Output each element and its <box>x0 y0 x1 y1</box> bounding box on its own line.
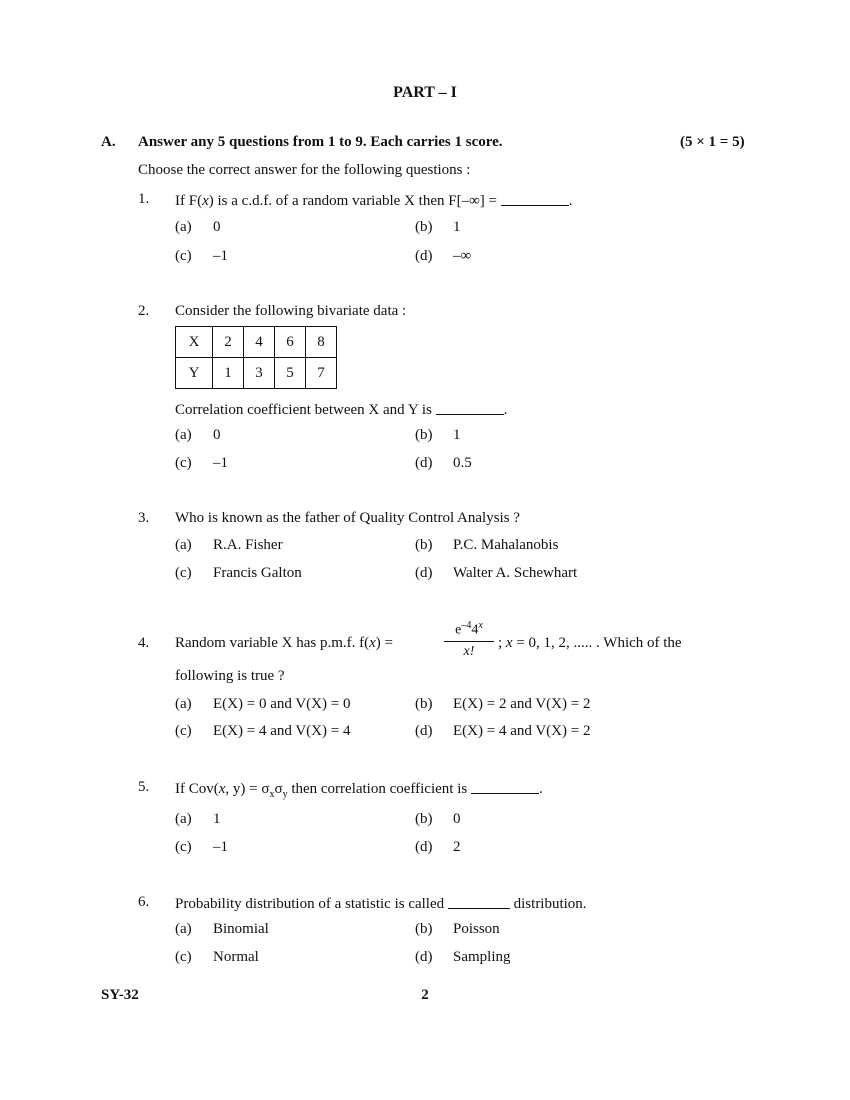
answer-blank <box>436 400 504 415</box>
pmf-fraction <box>444 620 494 660</box>
page-title: PART – I <box>393 84 457 101</box>
table-cell: 4 <box>244 327 275 358</box>
option-d: (d) 2 <box>415 839 461 855</box>
fraction-numerator: $e^{-4}4^x$ <box>444 620 494 642</box>
option-b: (b) Poisson <box>415 921 500 937</box>
question-number: 2. <box>138 303 150 319</box>
option-c: (c) Francis Galton <box>175 565 302 581</box>
table-cell: 3 <box>244 358 275 389</box>
question-text: Probability distribution of a statistic is called distribution. <box>175 896 587 912</box>
answer-blank <box>501 191 569 206</box>
question-number: 4. <box>138 635 150 651</box>
fraction-denominator: x! <box>463 643 475 659</box>
question-text-continued: ; x = 0, 1, 2, ..... . Which of the <box>498 635 682 651</box>
option-c: (c) E(X) = 4 and V(X) = 4 <box>175 723 351 739</box>
option-b: (b) P.C. Mahalanobis <box>415 537 559 553</box>
option-d: (d) –∞ <box>415 248 472 264</box>
option-a: (a) 1 <box>175 811 221 827</box>
page-number: 2 <box>421 987 429 1003</box>
option-a: (a) 0 <box>175 427 221 443</box>
option-b: (b) 1 <box>415 219 461 235</box>
table-cell: 7 <box>306 358 337 389</box>
table-cell: Y <box>176 358 213 389</box>
question-number: 6. <box>138 894 150 910</box>
table-cell: 1 <box>213 358 244 389</box>
table-cell: 8 <box>306 327 337 358</box>
question-text: Random variable X has p.m.f. f(x) = <box>175 635 394 651</box>
answer-blank <box>471 779 539 794</box>
question-text: If F(x) is a c.d.f. of a random variable X then F[–∞] = . <box>175 193 573 209</box>
question-number: 3. <box>138 510 150 526</box>
option-a: (a) 0 <box>175 219 221 235</box>
table-cell: 2 <box>213 327 244 358</box>
table-cell: X <box>176 327 213 358</box>
table-row <box>176 358 337 389</box>
section-instruction: Answer any 5 questions from 1 to 9. Each carries 1 score. <box>138 134 503 150</box>
question-text: Consider the following bivariate data : <box>175 303 407 319</box>
section-score: (5 × 1 = 5) <box>680 134 745 150</box>
option-a: (a) R.A. Fisher <box>175 537 283 553</box>
option-d: (d) E(X) = 4 and V(X) = 2 <box>415 723 591 739</box>
bivariate-data-table <box>175 326 337 389</box>
option-d: (d) Walter A. Schewhart <box>415 565 578 581</box>
section-letter: A. <box>101 134 116 150</box>
option-c: (c) –1 <box>175 248 228 264</box>
table-cell: 5 <box>275 358 306 389</box>
question-number: 5. <box>138 779 150 795</box>
option-d: (d) Sampling <box>415 949 511 965</box>
question-text: Who is known as the father of Quality Control Analysis ? <box>175 510 520 526</box>
option-b: (b) 1 <box>415 427 461 443</box>
option-d: (d) 0.5 <box>415 455 472 471</box>
option-b: (b) E(X) = 2 and V(X) = 2 <box>415 696 591 712</box>
question-number: 1. <box>138 191 150 207</box>
table-cell: 6 <box>275 327 306 358</box>
answer-blank <box>448 894 510 909</box>
option-a: (a) E(X) = 0 and V(X) = 0 <box>175 696 351 712</box>
option-c: (c) –1 <box>175 839 228 855</box>
option-c: (c) –1 <box>175 455 228 471</box>
option-b: (b) 0 <box>415 811 461 827</box>
option-a: (a) Binomial <box>175 921 269 937</box>
question-followup: Correlation coefficient between X and Y is . <box>175 402 508 418</box>
table-row <box>176 327 337 358</box>
option-c: (c) Normal <box>175 949 259 965</box>
question-text: If Cov(x, $y) = \sigma_x\sigma_y$ then correlation coefficient is . <box>175 781 543 800</box>
question-text-line2: following is true ? <box>175 668 285 684</box>
paper-code: SY-32 <box>101 987 139 1003</box>
section-intro: Choose the correct answer for the following questions : <box>138 162 471 178</box>
